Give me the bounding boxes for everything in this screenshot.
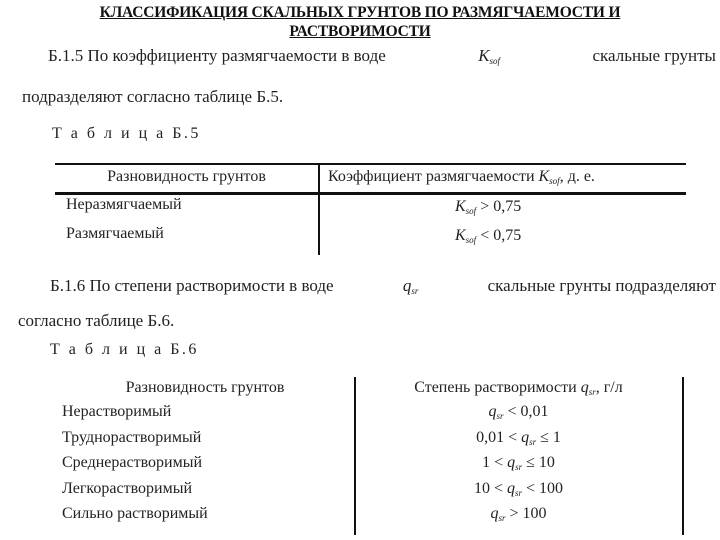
table-b5-header-col1: Разновидность грунтов xyxy=(107,168,266,185)
table-b6-row-value: $1 < q_{sr} \le 10$ xyxy=(482,454,555,473)
table-b5-row-name: Размягчаемый xyxy=(66,225,164,242)
table-b6-row-name: Среднерастворимый xyxy=(62,454,203,472)
ksof-symbol: $K_{sof}$ xyxy=(478,46,501,66)
table-b5-row-name: Неразмягчаемый xyxy=(66,196,182,213)
table-b6-row-name: Легкорастворимый xyxy=(62,479,193,497)
table-b5-column-divider xyxy=(318,163,320,255)
paragraph-b15-text-end: скальные грунты xyxy=(592,46,716,65)
table-b6-row-value: $q_{sr} > 100$ xyxy=(490,505,547,524)
paragraph-b16-text: Б.1.6 По степени растворимости в воде xyxy=(50,276,334,295)
paragraph-b16-line1 xyxy=(50,276,716,296)
table-b5-header-col2: Коэффициент размягчаемости $K_{sof}$, д. е. xyxy=(328,168,595,186)
paragraph-b15-line1 xyxy=(48,46,716,66)
table-b6-row-name: Труднорастворимый xyxy=(62,428,202,446)
table-b6-header-col2: Степень растворимости $q_{sr}$, г/л xyxy=(414,379,623,397)
paragraph-b15-text: Б.1.5 По коэффициенту размягчаемости в воде xyxy=(48,46,386,65)
table-b5-row-value: $K_{sof} > 0,75$ xyxy=(455,198,522,216)
page-title-line1: КЛАССИФИКАЦИЯ СКАЛЬНЫХ ГРУНТОВ ПО РАЗМЯГЧАЕМОСТИ И xyxy=(99,4,621,21)
table-b5-header-border xyxy=(55,192,686,195)
table-b5-row-value: $K_{sof} < 0,75$ xyxy=(455,227,522,245)
table-b6-caption: Т а б л и ц а Б.6 xyxy=(50,341,199,358)
paragraph-b16-text-end: скальные грунты подразделяют xyxy=(487,276,716,295)
table-b6-row-value: $10 < q_{sr} < 100$ xyxy=(473,479,564,498)
paragraph-b16-line2: согласно таблице Б.6. xyxy=(18,311,175,330)
table-b6-row-value: $q_{sr} < 0,01$ xyxy=(488,403,549,421)
table-b6-right-border xyxy=(682,377,684,535)
table-b5-top-border xyxy=(55,163,686,165)
qsr-symbol: $q_{sr}$ xyxy=(402,276,419,296)
table-b6-row-value: $0,01 < q_{sr} \le 1$ xyxy=(476,428,561,447)
table-b6-row-name: Сильно растворимый xyxy=(62,505,208,523)
page-title-line2: РАСТВОРИМОСТИ xyxy=(289,23,431,40)
table-b6-row-name: Нерастворимый xyxy=(62,403,172,420)
table-b6-header-col1: Разновидность грунтов xyxy=(125,379,285,396)
paragraph-b15-line2: подразделяют согласно таблице Б.5. xyxy=(22,87,284,106)
table-b5-caption: Т а б л и ц а Б.5 xyxy=(52,125,201,142)
